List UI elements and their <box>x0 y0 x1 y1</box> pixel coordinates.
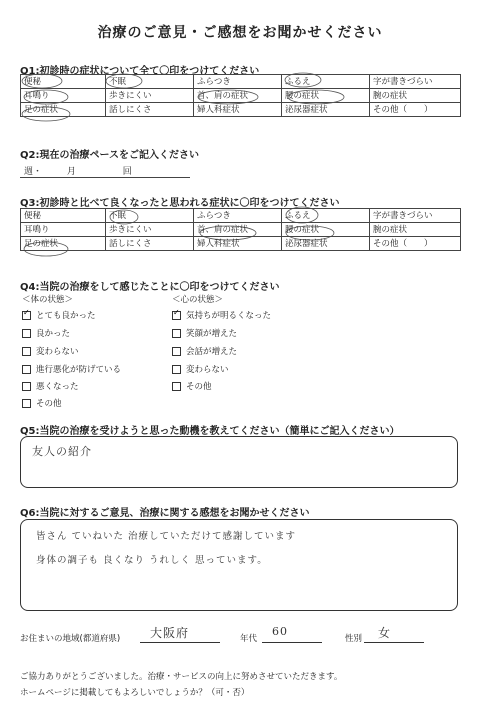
table-cell[interactable]: 不眠 <box>106 75 194 89</box>
q4-mind-option[interactable]: 会話が増えた <box>172 345 237 357</box>
q2-times: 回 <box>122 167 132 177</box>
q4-body-option[interactable]: 良かった <box>22 327 70 339</box>
q3-label: Q3:初診時と比べて良くなったと思われる症状に〇印をつけてください <box>20 198 340 209</box>
checkbox[interactable] <box>22 347 31 356</box>
gender-label: 性別 <box>345 634 363 644</box>
q2-month: 月 <box>66 167 76 177</box>
q5-answer-text: 友人の紹介 <box>32 445 92 458</box>
table-cell[interactable]: 字が書きづらい <box>370 75 461 89</box>
table-cell[interactable]: 話しにくさ <box>106 237 194 251</box>
checkbox[interactable] <box>22 399 31 408</box>
q2-pace-field[interactable] <box>20 164 190 178</box>
checkbox-checked[interactable] <box>22 311 31 320</box>
table-row <box>21 223 461 237</box>
q4-body-option[interactable]: その他 <box>22 397 62 409</box>
age-label: 年代 <box>240 634 258 644</box>
checkbox[interactable] <box>172 365 181 374</box>
table-cell[interactable]: 婦人科症状 <box>194 103 282 117</box>
table-cell[interactable]: 歩きにくい <box>106 223 194 237</box>
checkbox[interactable] <box>22 329 31 338</box>
table-cell[interactable]: 首、肩の症状 <box>194 223 282 237</box>
table-row <box>21 237 461 251</box>
checkbox[interactable] <box>22 382 31 391</box>
table-cell[interactable]: 歩きにくい <box>106 89 194 103</box>
table-cell[interactable]: 足の症状 <box>21 103 106 117</box>
table-cell[interactable]: 便秘 <box>21 75 106 89</box>
table-cell[interactable]: 足の症状 <box>21 237 106 251</box>
table-cell[interactable]: 字が書きづらい <box>370 209 461 223</box>
q4-body-option[interactable]: 変わらない <box>22 345 79 357</box>
table-cell[interactable]: 腕の症状 <box>370 89 461 103</box>
gender-field[interactable] <box>364 628 424 643</box>
table-cell[interactable]: ふらつき <box>194 209 282 223</box>
table-cell[interactable]: 耳鳴り <box>21 89 106 103</box>
table-cell[interactable]: 話しにくさ <box>106 103 194 117</box>
q2-week: 週・ <box>24 167 43 177</box>
table-cell[interactable]: 首、肩の症状 <box>194 89 282 103</box>
table-cell[interactable]: 腰の症状 <box>282 89 370 103</box>
q4-mind-option[interactable]: その他 <box>172 380 212 392</box>
homepage-consent[interactable]: ホームページに掲載してもよろしいでしょうか？（可・否） <box>20 688 250 698</box>
checkbox[interactable] <box>172 329 181 338</box>
table-row <box>21 209 461 223</box>
q4-mind-option[interactable]: 変わらない <box>172 363 229 375</box>
table-cell[interactable]: 腕の症状 <box>370 223 461 237</box>
q4-label: Q4:当院の治療をして感じたことに〇印をつけてください <box>20 282 280 293</box>
region-label: お住まいの地域(都道府県) <box>20 634 121 644</box>
table-cell[interactable]: ふるえ <box>282 75 370 89</box>
q4-body-option[interactable]: ✓ とても良かった <box>22 309 96 321</box>
checkbox-checked[interactable] <box>172 311 181 320</box>
q1-label: Q1:初診時の症状について全て〇印をつけてください <box>20 66 260 77</box>
table-cell[interactable]: その他（ ） <box>370 237 461 251</box>
q4-mind-option[interactable]: 笑顔が増えた <box>172 327 237 339</box>
table-cell[interactable]: ふるえ <box>282 209 370 223</box>
table-cell[interactable]: 耳鳴り <box>21 223 106 237</box>
checkbox[interactable] <box>172 347 181 356</box>
form-title: 治療のご意見・ご感想をお聞かせください <box>97 25 383 41</box>
age-field[interactable] <box>262 628 322 643</box>
q3-symptom-table <box>20 208 461 251</box>
q6-label: Q6:当院に対するご意見、治療に関する感想をお聞かせください <box>20 508 310 519</box>
table-cell[interactable]: 婦人科症状 <box>194 237 282 251</box>
table-cell[interactable]: 便秘 <box>21 209 106 223</box>
q6-answer-line-1: 皆さん ていねいた 治療していただけて感謝しています <box>36 531 297 542</box>
thanks-text: ご協力ありがとうございました。治療・サービスの向上に努めさせていただきます。 <box>20 672 343 682</box>
age-value: 60 <box>272 625 288 638</box>
table-cell[interactable]: その他（ ） <box>370 103 461 117</box>
gender-value: 女 <box>378 626 392 640</box>
q4-body-option[interactable]: 悪くなった <box>22 380 79 392</box>
table-cell[interactable]: 泌尿器症状 <box>282 237 370 251</box>
q2-label: Q2:現在の治療ペースをご記入ください <box>20 150 199 161</box>
table-cell[interactable]: ふらつき <box>194 75 282 89</box>
checkbox[interactable] <box>172 382 181 391</box>
q4-body-header: ＜体の状態＞ <box>22 295 74 305</box>
table-cell[interactable]: 不眠 <box>106 209 194 223</box>
table-cell[interactable]: 泌尿器症状 <box>282 103 370 117</box>
table-cell[interactable]: 腰の症状 <box>282 223 370 237</box>
region-value: 大阪府 <box>150 626 190 640</box>
q6-answer-line-2: 身体の調子も 良くなり うれしく 思っています。 <box>36 555 268 566</box>
checkbox[interactable] <box>22 365 31 374</box>
q4-body-option[interactable]: 進行悪化が防げている <box>22 363 121 375</box>
q5-label: Q5:当院の治療を受けようと思った動機を教えてください（簡単にご記入ください） <box>20 426 400 437</box>
q4-mind-header: ＜心の状態＞ <box>172 295 224 305</box>
q4-mind-option[interactable]: ✓ 気持ちが明るくなった <box>172 309 271 321</box>
